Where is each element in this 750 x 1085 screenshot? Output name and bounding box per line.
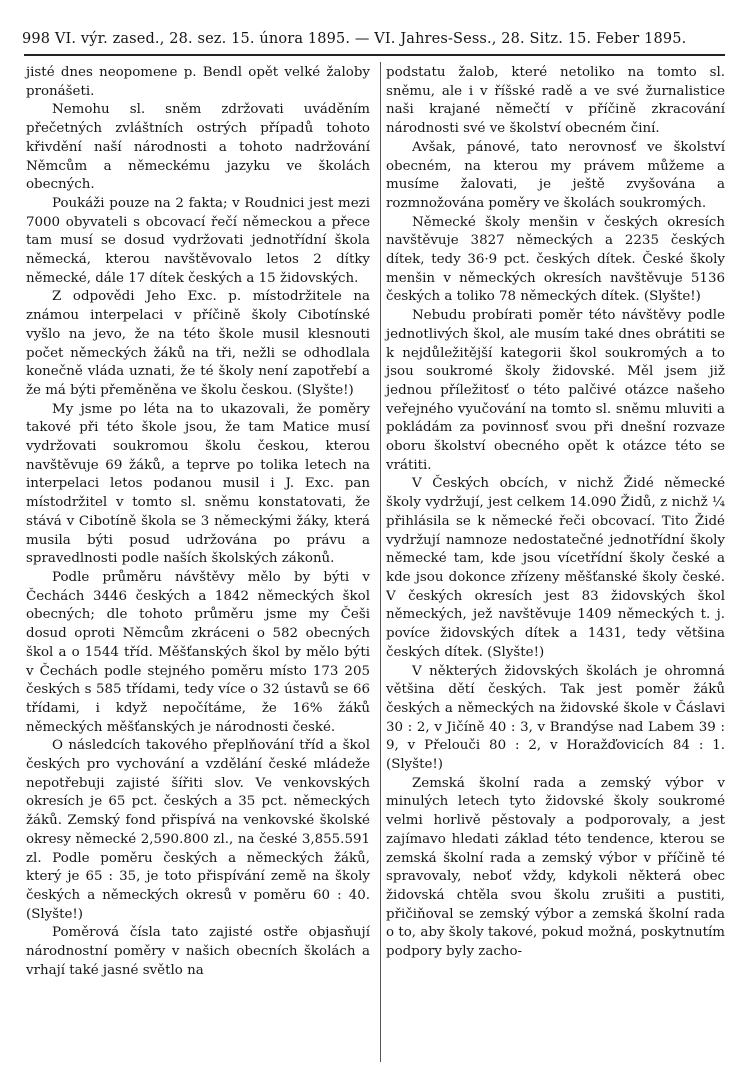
column-divider: [380, 62, 381, 1062]
paragraph: My jsme po léta na to ukazovali, že poměry takové při této škole jsou, že tam Matice musí vydržovati soukromou školu českou, kterou navštěvuje 69 žáků, a teprve po tolika letech na interpelaci letos podanou musil i J. Exc. pan místodržitel v tomto sl. sněmu konstatovati, že stává v Cibotíně škola se 3 německými žáky, která musila býti posud udržována po právu a spravedlnosti podle naších školských zákonů.: [26, 401, 370, 567]
header-rule: [24, 54, 725, 56]
left-column: [26, 64, 370, 980]
paragraph: Z odpovědi Jeho Exc. p. místodržitele na známou interpelaci v příčině školy Cibotínské vyšlo na jevo, že na této škole musil klesnouti počet německých žáků na tři, nežli se odhodlala konečně vláda uznati, že té školy není zapotřebí a že má býti přeměněna ve školu českou. (Slyšte!): [26, 289, 370, 398]
paragraph: podstatu žalob, které netoliko na tomto sl. sněmu, ale i v říšské radě a ve své žurnalistice naši krajané němečtí v příčině zkracování národnosti své ve školství obecném činí.: [386, 65, 725, 137]
right-column: [386, 64, 725, 962]
paragraph: V Českých obcích, v nichž Židé německé školy vydržují, jest celkem 14.090 Židů, z nichž ¼ přihlásila se k německé řeči obcovací. Tito Židé vydržují namnoze nedostatečné jednotřídní školy německé tam, kde jsou vícetřídní školy české a kde jsou dokonce zřízeny měšťanské školy české. V českých okresích jest 83 židovských škol německých, jež navštěvuje 1409 německých t. j. povíce židovských dítek a 1431, tedy většina českých dítek. (Slyšte!): [386, 476, 725, 660]
paragraph: O následcích takového přeplňování tříd a škol českých pro vychování a vzdělání české mládeže nepotřebuji zajisté šířiti slov. Ve venkovských okresích je 65 pct. českých a 35 pct. německých žáků. Zemský fond přispívá na venkovské školské okresy německé 2,590.800 zl., na české 3,855.591 zl. Podle poměru českých a německých žáků, který je 65 : 35, je toto přispívání země na školy českých a německých okresů v poměru 60 : 40. (Slyšte!): [26, 738, 370, 922]
paragraph: Nemohu sl. sněm zdržovati uváděním přečetných zvláštních ostrých případů tohoto křivdění naší národnosti a tohoto nadržování Němcům a německému jazyku ve školách obecných.: [26, 102, 370, 193]
paragraph: Avšak, pánové, tato nerovnosť ve školství obecném, na kterou my právem můžeme a musíme žalovati, je ještě zvyšována a rozmnožována poměry ve školách soukromých.: [386, 139, 725, 211]
paragraph: jisté dnes neopomene p. Bendl opět velké žaloby pronášeti.: [26, 65, 370, 99]
paragraph: Poměrová čísla tato zajisté ostře objasňují národnostní poměry v našich obecních školách a vrhají také jasné světlo na: [26, 925, 370, 978]
paragraph: Německé školy menšin v českých okresích navštěvuje 3827 německých a 2235 českých dítek, tedy 36·9 pct. českých dítek. České školy menšin v německých okresích navštěvuje 5136 českých a toliko 78 německých dítek. (Slyšte!): [386, 214, 725, 305]
paragraph: Poukáži pouze na 2 fakta; v Roudnici jest mezi 7000 obyvateli s obcovací řečí německou a přece tam musí se dosud vydržovati jednotřídní škola německá, kterou navštěvovalo letos 2 dítky německé, dále 17 dítek českých a 15 židovských.: [26, 195, 370, 286]
paragraph: V některých židovských školách je ohromná většina dětí českých. Tak jest poměr žáků českých a německých na židovské škole v Čáslavi 30 : 2, v Jičíně 40 : 3, v Brandýse nad Labem 39 : 9, v Přelouči 80 : 2, v Horažďovicích 84 : 1. (Slyšte!): [386, 663, 725, 773]
paragraph: Nebudu probírati poměr této návštěvy podle jednotlivých škol, ale musím také dnes obrátiti se k nejdůležitější kategorii škol soukromých a to jsou soukromé školy židovské. Měl jsem již jednou příležitosť o této palčivé otázce našeho veřejného vyučování na tomto sl. sněmu mluviti a pokládám za povinnosť svou při dnešní rozvaze oboru školství obecného opět k otázce této se vrátiti.: [386, 308, 725, 473]
paragraph: Podle průměru návštěvy mělo by býti v Čechách 3446 českých a 1842 německých škol obecných; dle tohoto průměru jsme my Češi dosud oproti Němcům zkráceni o 582 obecných škol a o 1544 tříd. Měšťanských škol by mělo býti v Čechách podle stejného poměru místo 173 205 českých s 585 třídami, tedy více o 32 ústavů se 66 třídami, i když nepočítáme, že 16% žáků německých měšťanských je národnosti české.: [26, 569, 370, 735]
running-header: 998 VI. výr. zased., 28. sez. 15. února 1895. — VI. Jahres-Sess., 28. Sitz. 15. Feber 1895.: [22, 31, 687, 47]
paragraph: Zemská školní rada a zemský výbor v minulých letech tyto židovské školy soukromé velmi horlivě pěstovaly a podporovaly, a jest zajímavo hledati základ této tendence, kterou se zemská školní rada a zemský výbor v příčině té spravovaly, neboť vždy, kdykoli některá obec židovská chtěla svou školu zrušiti a pustiti, přičiňoval se zemský výbor a zemská školní rada o to, aby školy takové, pokud možná, poskytnutím podpory byly zacho-: [386, 775, 725, 960]
